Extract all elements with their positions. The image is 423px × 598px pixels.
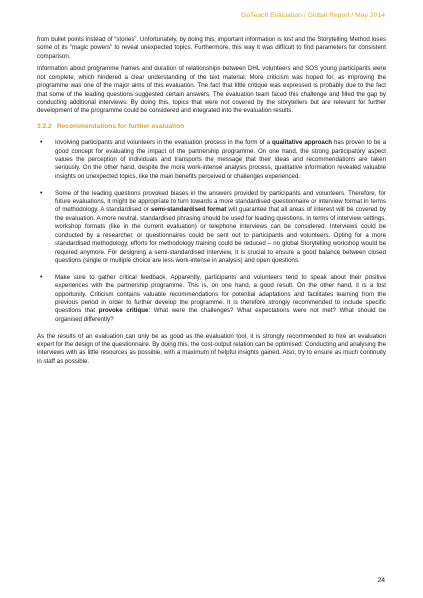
paragraph-conclusion: As the results of an evaluation can only be as good as the evaluation tool, it is strongly recommended to hire an evaluation expert for the design of the questionnaire. By doing this, the cost-output relation can be optimised: Conducting and analysing the interviews with as little resources as possible, with a maximum of helpful insights gained. Also, try to ensure as much continuity in staff as possible. <box>37 332 386 365</box>
paragraph-intro: from bullet points instead of “stories”. Unfortunately, by doing this, important information is lost and the Storytelling Method loses some of its “magic powers” to reveal unexpected topics. Furthermore, this way it was difficult to find parameters for consistent comparison. <box>37 36 386 60</box>
bullet-icon: • <box>40 189 43 197</box>
section-title: Recommendations for further evaluation <box>57 122 185 130</box>
page-content <box>37 36 386 370</box>
bullet-text-post: has proven to be a good concept for evaluating the impact of the partnership programme. On one hand, the strong participatory aspect values the perception of individuals and transports the message that their ideas and recommendations are taken seriously. On the other hand, despite the more work-intense analysis process, qualitative information revealed valuable insights on unexpected topics, like the main benefits perceived or challenges experienced. <box>55 139 386 180</box>
list-item <box>37 190 386 266</box>
bullet-text-pre: Make sure to gather critical feedback. Apparently, participants and volunteers tend to speak about their positive experiences with the partnership programme. This is, on one hand, a good result. On the other hand, it is a lost opportunity. Criticism contains valuable recommendations for potential adaptations and facilitates learning from the previous period in order to further develop the programme. It is therefore strongly recommended to include specific questions that <box>55 273 386 315</box>
bullet-text-post: will guarantee that all areas of interest will be covered by the evaluation. A more neutral, standardised phrasing should be used for leading questions. In terms of interview settings, workshop formats (like in the current evaluation) or telephone interviews can be considered. Interviews could be conducted by a researcher, or questionnaires could be sent out to participants and volunteers. Opting for a more standardised methodology, efforts for methodology training could be reduced – no global Storytelling workshop would be required anymore. For designing a semi-standardised interview, it is crucial to ensure a good balance between closed questions (single or multiple choice are less work-intense in analysis) and open questions. <box>55 206 386 264</box>
bullet-text-post: : What were the challenges? What expectations were not met? What should be organised differently? <box>55 307 386 323</box>
bullet-text-pre: Involving participants and volunteers in the evaluation process in the form of a <box>55 139 273 147</box>
bullet-icon: • <box>40 139 43 147</box>
bullet-text-pre: Some of the leading questions provoked biases in the answers provided by participants and volunteers. Therefore, for future evaluations, it might be appropriate to turn towards a more standardised questionnaire or interview format in terms of methodology. A standardised or <box>55 189 386 214</box>
page-number: 24 <box>377 577 385 584</box>
list-item <box>37 139 386 181</box>
section-heading <box>37 123 386 131</box>
bullet-emphasis: semi-standardised format <box>150 206 227 214</box>
running-header: GoTeach Evaluation / Global Report / May 2014 <box>241 12 385 19</box>
paragraph-information: Information about programme frames and duration of relationships between DHL volunteers and SOS young participants were not complete, which hindered a clear understanding of the text material. More criticism was hoped for, as improving the programme was one of the major aims of this evaluation. The fact that little critique was expressed is probably due to the fact that some of the leading questions suggested certain answers. The evaluation team faced this challenge and filled the gap by conducting additional interviews. By doing this, topics that were not covered by the storytellers but are relevant for further development of the programme could be considered and integrated into the evaluation results. <box>37 65 386 115</box>
recommendation-list <box>37 139 386 324</box>
list-item <box>37 274 386 324</box>
bullet-emphasis: qualitative approach <box>272 139 333 147</box>
section-number: 3.2.2 <box>37 122 52 130</box>
bullet-emphasis: provoke critique <box>98 307 149 315</box>
bullet-icon: • <box>40 273 43 281</box>
